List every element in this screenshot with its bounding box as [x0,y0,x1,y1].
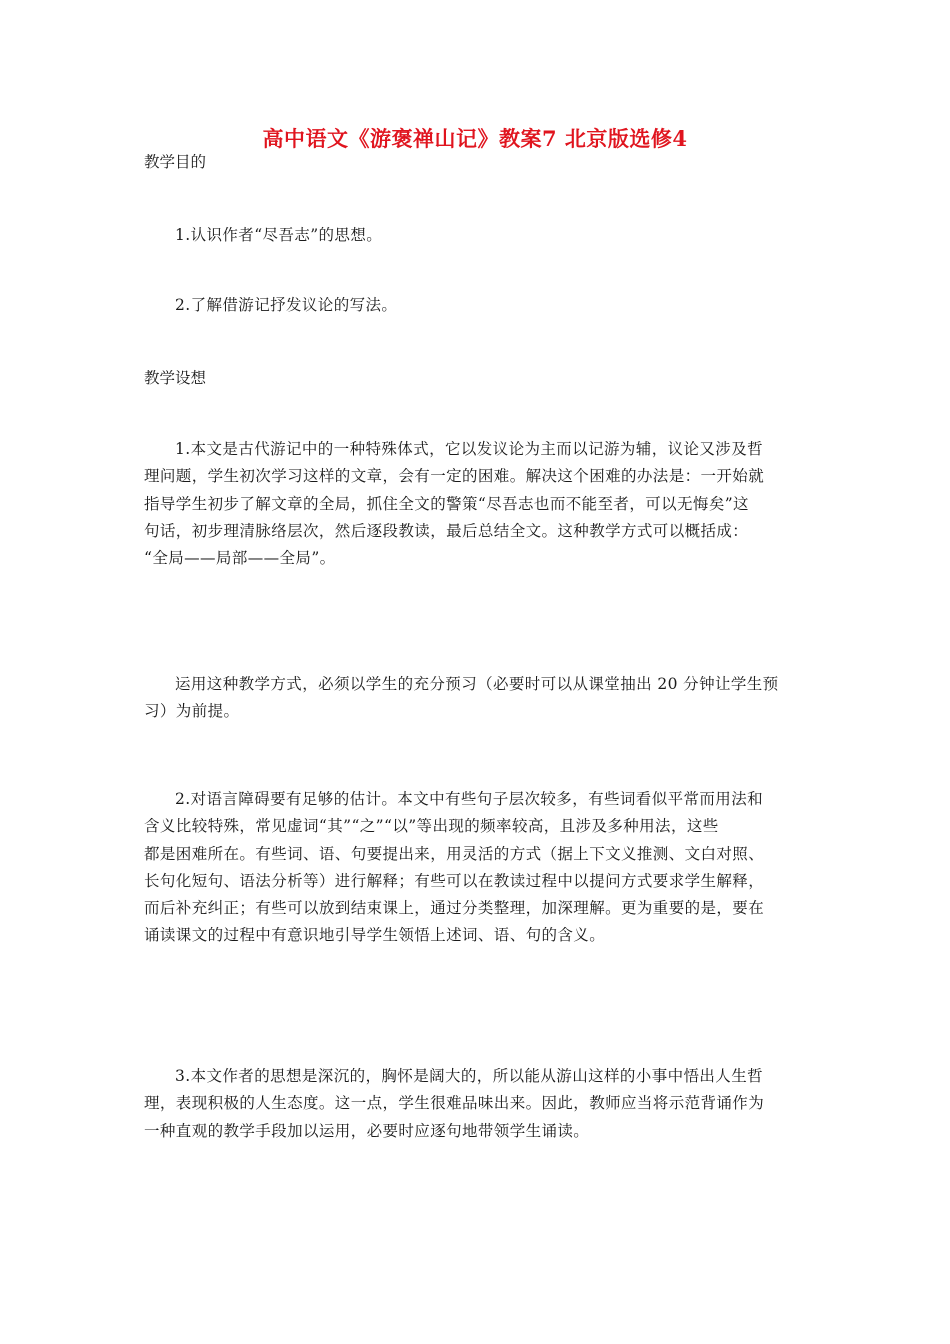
paragraph-line: 习）为前提。 [144,702,240,721]
design-paragraph-2 [144,671,806,726]
paragraph-line: 指导学生初步了解文章的全局，抓住全文的警策“尽吾志也而不能至者，可以无悔矣”这 [144,494,749,513]
paragraph-line: 含义比较特殊，常见虚词“其”“之”“以”等出现的频率较高，且涉及多种用法，这些 [144,817,719,836]
paragraph-line: 长句化短句、语法分析等）进行解释；有些可以在教读过程中以提问方式要求学生解释， [144,871,765,890]
paragraph-line: “全局——局部——全局”。 [144,549,336,568]
paragraph-line: 1.本文是古代游记中的一种特殊体式，它以发议论为主而以记游为辅，议论又涉及哲 [175,440,763,458]
design-paragraph-1 [144,436,806,572]
paragraph-line: 句话，初步理清脉络层次，然后逐段教读，最后总结全文。这种教学方式可以概括成： [144,521,749,540]
objective-item-1: 1.认识作者“尽吾志”的思想。 [175,226,383,244]
section-heading-design: 教学设想 [144,369,207,387]
paragraph-line: 诵读课文的过程中有意识地引导学生领悟上述词、语、句的含义。 [144,926,606,945]
paragraph-line: 都是困难所在。有些词、语、句要提出来，用灵活的方式（据上下文义推测、文白对照、 [144,844,765,863]
document-title: 高中语文《游褒禅山记》教案7 北京版选修4 [262,126,688,151]
paragraph-line: 而后补充纠正；有些可以放到结束课上，通过分类整理，加深理解。更为重要的是，要在 [144,899,765,918]
paragraph-line: 一种直观的教学手段加以运用，必要时应逐句地带领学生诵读。 [144,1121,590,1140]
design-paragraph-3 [144,786,806,950]
objective-item-2: 2.了解借游记抒发议论的写法。 [175,296,398,314]
paragraph-line: 3.本文作者的思想是深沉的，胸怀是阔大的，所以能从游山这样的小事中悟出人生哲 [175,1067,763,1085]
design-paragraph-4 [144,1063,806,1145]
paragraph-line: 理问题，学生初次学习这样的文章，会有一定的困难。解决这个困难的办法是：一开始就 [144,467,765,486]
section-heading-objectives: 教学目的 [144,153,207,171]
paragraph-line: 2.对语言障碍要有足够的估计。本文中有些句子层次较多，有些词看似平常而用法和 [175,790,763,808]
paragraph-line: 理，表现积极的人生态度。这一点，学生很难品味出来。因此，教师应当将示范背诵作为 [144,1094,765,1113]
paragraph-line: 运用这种教学方式，必须以学生的充分预习（必要时可以从课堂抽出 20 分钟让学生预 [175,675,779,693]
